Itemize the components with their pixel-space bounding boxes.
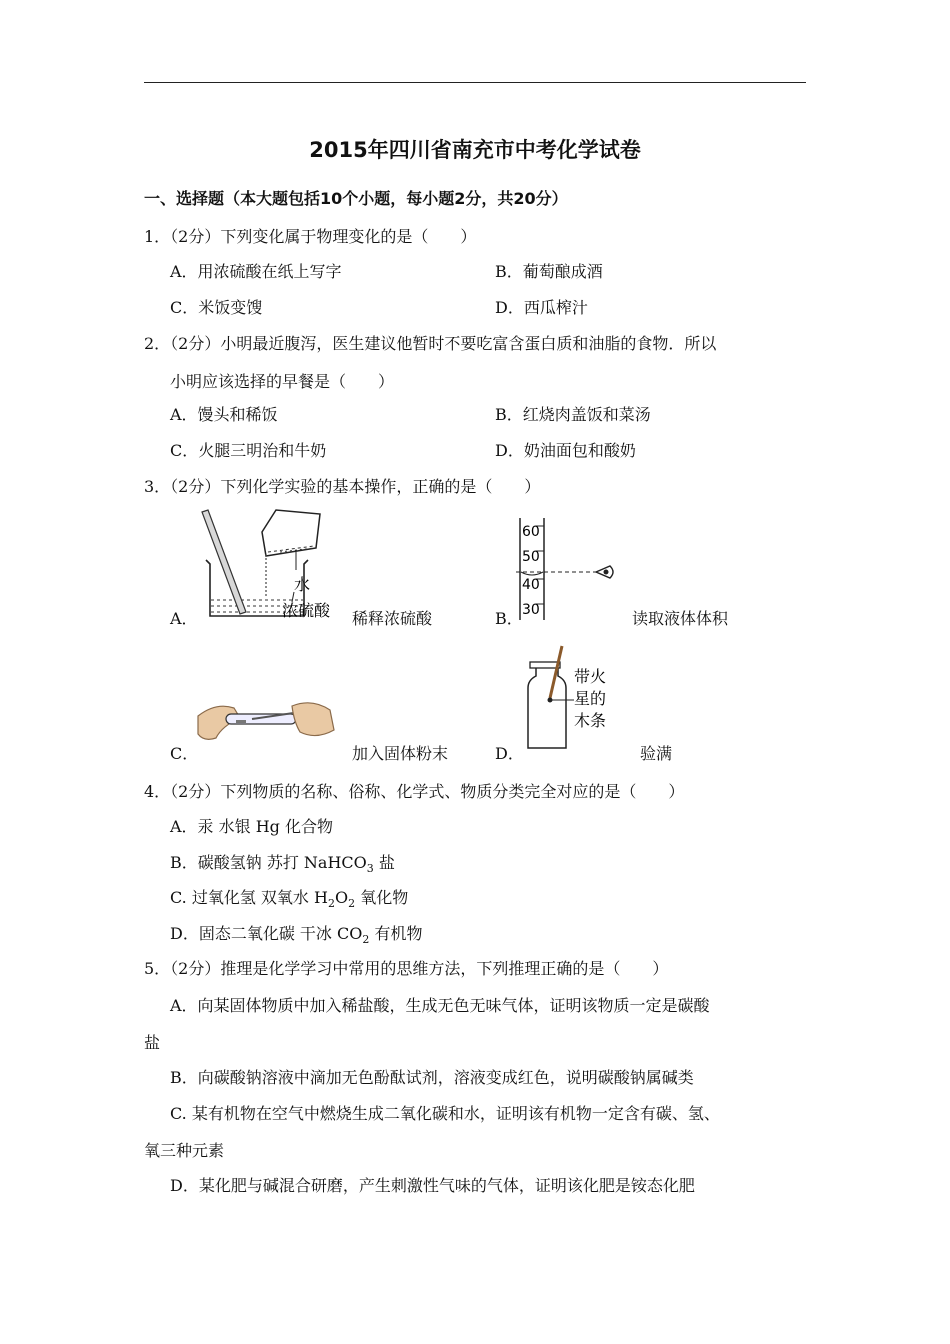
q4-option-d: D．固态二氧化碳 干冰 $CO_2$ 有机物 — [170, 924, 423, 947]
page-title: 2015年四川省南充市中考化学试卷 — [309, 138, 641, 162]
q1-stem: 1．（2分）下列变化属于物理变化的是（ ） — [144, 227, 477, 246]
fig-d-label-line3: 木条 — [574, 711, 607, 730]
q4-option-a: A．汞 水银 Hg 化合物 — [170, 817, 334, 836]
fig-b-tick-60: 60 — [522, 524, 540, 540]
q3-figure-b-read-volume — [512, 516, 618, 622]
q3-stem: 3．（2分）下列化学实验的基本操作，正确的是（ ） — [144, 477, 541, 496]
q4-option-c: C. 过氧化氢 双氧水 $H_2O_2$ 氧化物 — [170, 888, 409, 911]
q5-stem: 5．（2分）推理是化学学习中常用的思维方法，下列推理正确的是（ ） — [144, 959, 669, 978]
q3-figure-c-add-powder — [196, 696, 336, 750]
fig-a-water-label: 水 — [294, 575, 311, 594]
q5-option-b: B．向碳酸钠溶液中滴加无色酚酞试剂，溶液变成红色，说明碳酸钠属碱类 — [170, 1068, 694, 1087]
q1-option-b: B．葡萄酿成酒 — [495, 262, 603, 281]
q3-option-a: A． — [170, 609, 198, 628]
q2-stem-line2: 小明应该选择的早餐是（ ） — [170, 372, 395, 391]
q1-option-c: C．米饭变馊 — [170, 298, 263, 317]
q3-caption-d: 验满 — [640, 744, 673, 763]
q3-figure-a-dilute-acid — [196, 508, 338, 624]
q3-option-d: D． — [495, 744, 524, 763]
q5-option-a-line1: A．向某固体物质中加入稀盐酸，生成无色无味气体，证明该物质一定是碳酸 — [170, 996, 710, 1015]
q5-option-c-line2: 氧三种元素 — [144, 1141, 225, 1160]
q5-option-c-line1: C. 某有机物在空气中燃烧生成二氧化碳和水，证明该有机物一定含有碳、氢、 — [170, 1104, 720, 1123]
q2-option-a: A．馒头和稀饭 — [170, 405, 278, 424]
section-heading: 一、选择题（本大题包括10个小题，每小题2分，共20分） — [144, 189, 568, 208]
q3-caption-c: 加入固体粉末 — [352, 744, 449, 763]
q4-option-b: B．碳酸氢钠 苏打 NaHCO$_3$ 盐 — [170, 853, 395, 876]
q2-stem-line1: 2．（2分）小明最近腹泻，医生建议他暂时不要吃富含蛋白质和油脂的食物．所以 — [144, 334, 717, 353]
q3-option-c: C． — [170, 744, 199, 763]
q2-option-b: B．红烧肉盖饭和菜汤 — [495, 405, 651, 424]
fig-a-acid-label: 浓硫酸 — [282, 601, 331, 620]
fig-b-tick-30: 30 — [522, 602, 540, 618]
fig-d-label-line1: 带火 — [574, 667, 607, 686]
q4-stem: 4．（2分）下列物质的名称、俗称、化学式、物质分类完全对应的是（ ） — [144, 782, 685, 801]
q2-option-d: D．奶油面包和酸奶 — [495, 441, 636, 460]
fig-d-label-line2: 星的 — [574, 689, 607, 708]
q3-caption-b: 读取液体体积 — [632, 609, 729, 628]
q5-option-a-line2: 盐 — [144, 1033, 161, 1052]
q2-option-c: C．火腿三明治和牛奶 — [170, 441, 327, 460]
q1-option-d: D．西瓜榨汁 — [495, 298, 588, 317]
header-rule — [144, 82, 806, 83]
q3-figure-d-verify-full — [522, 644, 622, 750]
q1-option-a: A．用浓硫酸在纸上写字 — [170, 262, 342, 281]
q3-option-b: B． — [495, 609, 523, 628]
fig-b-tick-50: 50 — [522, 549, 540, 565]
q3-caption-a: 稀释浓硫酸 — [352, 609, 433, 628]
fig-b-tick-40: 40 — [522, 577, 540, 593]
q5-option-d: D．某化肥与碱混合研磨，产生刺激性气味的气体，证明该化肥是铵态化肥 — [170, 1176, 695, 1195]
